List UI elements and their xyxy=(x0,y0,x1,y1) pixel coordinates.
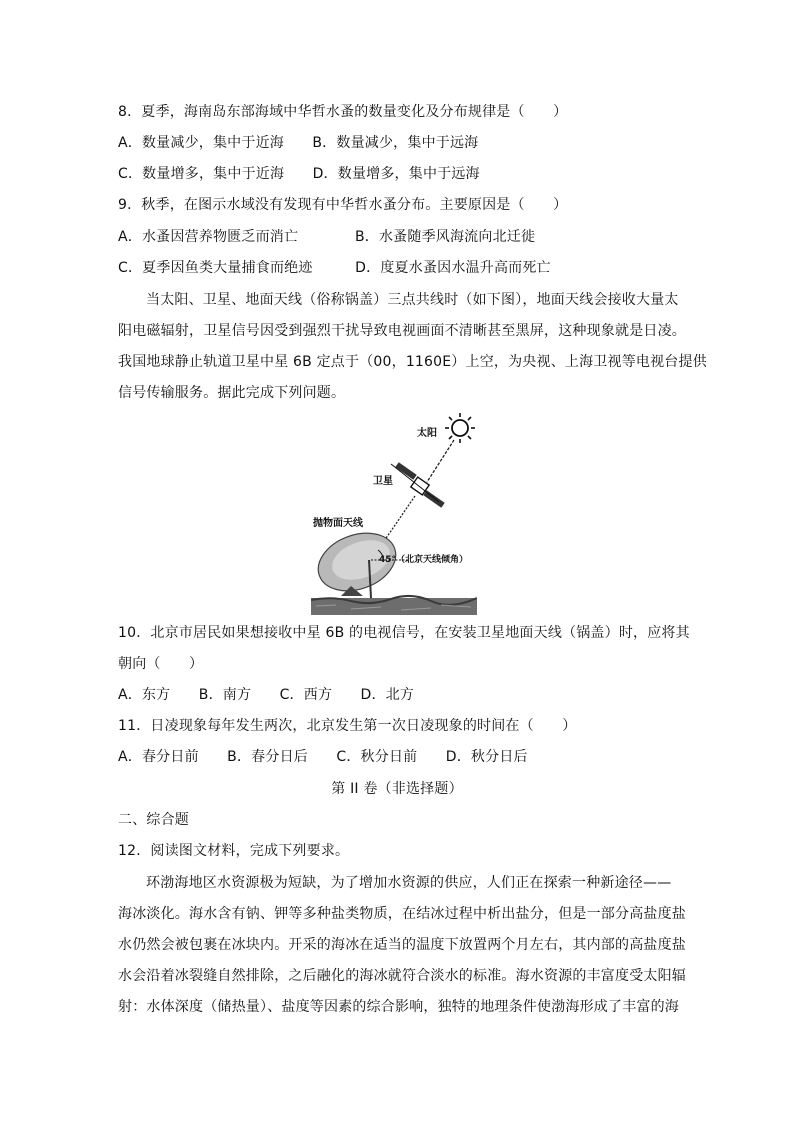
passage-line-2: 阳电磁辐射，卫星信号因受到强烈干扰导致电视画面不清晰甚至黑屏，这种现象就是日凌。 xyxy=(118,323,686,339)
antenna-label: 抛物面天线 xyxy=(313,518,363,529)
q12-paragraph-line-5: 射：水体深度（储热量）、盐度等因素的综合影响，独特的地理条件使渤海形成了丰富的海 xyxy=(118,999,679,1015)
q10-options: A．东方 B．南方 C．西方 D．北方 xyxy=(118,687,415,703)
sun-label: 太阳 xyxy=(417,428,437,439)
q12-paragraph-line-3: 水仍然会被包裹在冰块内。开采的海冰在适当的温度下放置两个月左右，其内部的高盐度盐 xyxy=(118,937,686,953)
q11-options: A．春分日前 B．春分日后 C．秋分日前 D．秋分日后 xyxy=(118,749,528,765)
q8-options-ab: A．数量减少，集中于近海 B．数量减少，集中于远海 xyxy=(118,135,479,151)
q11-stem: 11．日凌现象每年发生两次，北京发生第一次日凌现象的时间在（ ） xyxy=(118,718,577,734)
satellite-icon xyxy=(391,462,445,508)
q9-options-cd: C．夏季因鱼类大量捕食而绝迹 D．度夏水蚤因水温升高而死亡 xyxy=(118,260,551,276)
q10-stem-line-1: 10．北京市居民如果想接收中星 6B 的电视信号，在安装卫星地面天线（锅盖）时，应将其 xyxy=(118,625,690,641)
sun-satellite-antenna-figure xyxy=(311,410,477,615)
ground xyxy=(311,598,477,615)
q10-stem-line-2: 朝向（ ） xyxy=(118,656,204,672)
q12-paragraph-line-2: 海冰淡化。海水含有钠、钾等多种盐类物质，在结冰过程中析出盐分，但是一部分高盐度盐 xyxy=(118,906,686,922)
q12-stem: 12．阅读图文材料，完成下列要求。 xyxy=(118,843,350,859)
passage-line-4: 信号传输服务。据此完成下列问题。 xyxy=(118,385,346,401)
sun-icon xyxy=(445,413,475,443)
passage-line-1: 当太阳、卫星、地面天线（俗称锅盖）三点共线时（如下图），地面天线会接收大量太 xyxy=(146,292,679,308)
satellite-label: 卫星 xyxy=(373,476,393,487)
q9-options-ab: A．水蚤因营养物匮乏而消亡 B．水蚤随季风海流向北迁徙 xyxy=(118,229,536,245)
section-title: 二、综合题 xyxy=(118,812,189,828)
q8-options-cd: C．数量增多，集中于近海 D．数量增多，集中于远海 xyxy=(118,166,480,182)
angle-label: 45°（北京天线倾角） xyxy=(379,555,469,565)
q12-paragraph-line-4: 水会沿着冰裂缝自然排除，之后融化的海冰就符合淡水的标准。海水资源的丰富度受太阳辐 xyxy=(118,968,686,984)
sun-ray-line xyxy=(427,440,454,482)
passage-line-3: 我国地球静止轨道卫星中星 6B 定点于（00，1160E）上空，为央视、上海卫视等电视台提供 xyxy=(118,354,707,370)
volume-title: 第 II 卷（非选择题） xyxy=(331,781,463,797)
q8-stem: 8．夏季，海南岛东部海域中华哲水蚤的数量变化及分布规律是（ ） xyxy=(118,104,568,120)
q9-stem: 9．秋季，在图示水域没有发现有中华哲水蚤分布。主要原因是（ ） xyxy=(118,197,568,213)
q12-paragraph-line-1: 环渤海地区水资源极为短缺，为了增加水资源的供应，人们正在探索一种新途径—— xyxy=(146,875,672,891)
